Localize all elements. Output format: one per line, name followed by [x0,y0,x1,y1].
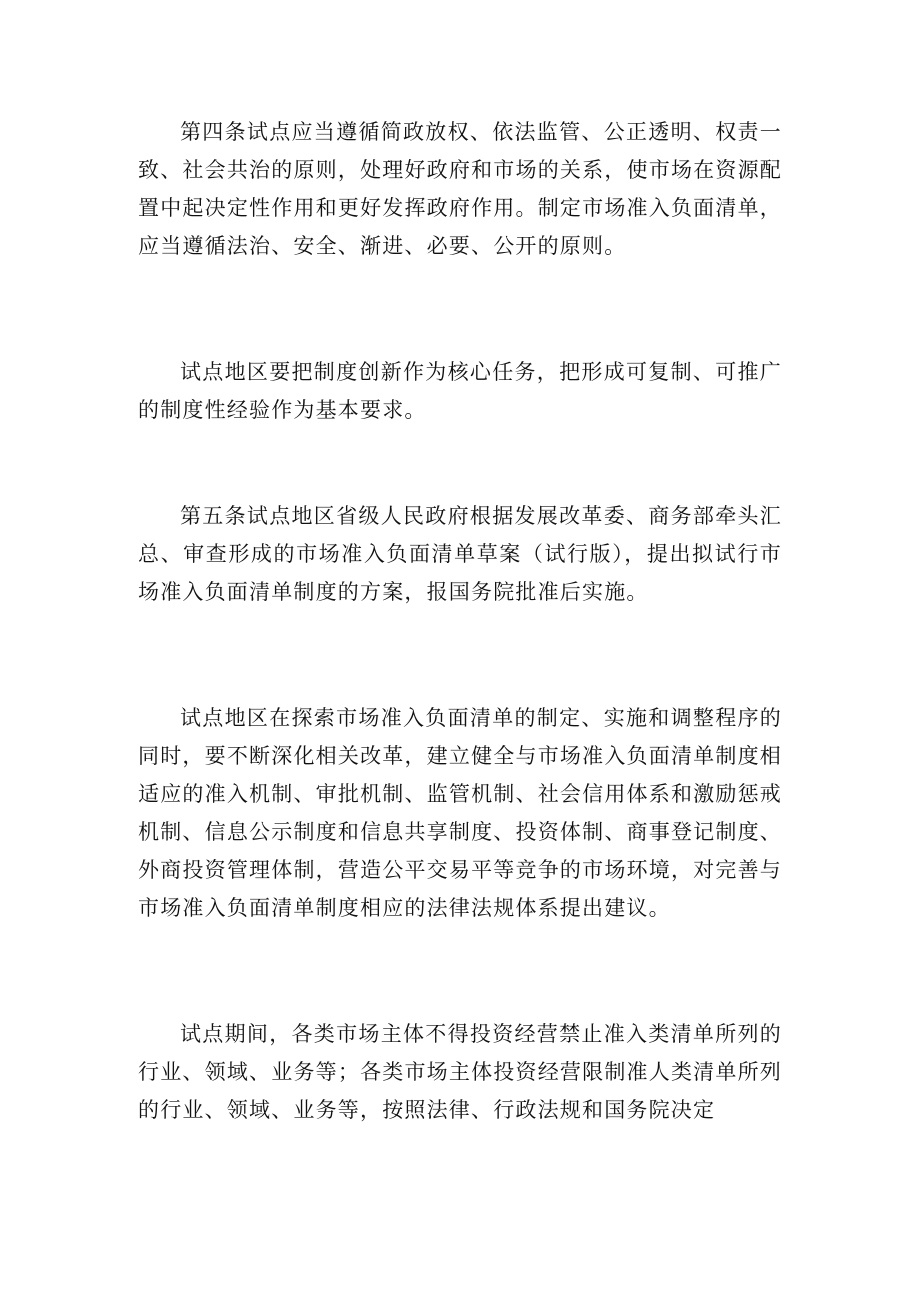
paragraph-pilot-period: 试点期间，各类市场主体不得投资经营禁止准入类清单所列的行业、领域、业务等；各类市场主体投资经营限制准人类清单所列的行业、领域、业务等，按照法律、行政法规和国务院决定 [138,1022,782,1122]
paragraph-deepen-reform: 试点地区在探索市场准入负面清单的制定、实施和调整程序的同时，要不断深化相关改革，建立健全与市场准入负面清单制度相适应的准入机制、审批机制、监管机制、社会信用体系和激励惩戒机制、信息公示制度和信息共享制度、投资体制、商事登记制度、外商投资管理体制，营造公平交易平等竞争的市场环境，对完善与市场准入负面清单制度相应的法律法规体系提出建议。 [138,706,782,920]
paragraph-article-4: 第四条试点应当遵循简政放权、依法监管、公正透明、权责一致、社会共治的原则，处理好政府和市场的关系，使市场在资源配置中起决定性作用和更好发挥政府作用。制定市场准入负面清单，应当遵循法治、安全、渐进、必要、公开的原则。 [138,120,782,258]
paragraph-institutional-innovation: 试点地区要把制度创新作为核心任务，把形成可复制、可推广的制度性经验作为基本要求。 [138,360,782,422]
paragraph-article-5: 第五条试点地区省级人民政府根据发展改革委、商务部牵头汇总、审查形成的市场准入负面清单草案（试行版），提出拟试行市场准入负面清单制度的方案，报国务院批准后实施。 [138,504,782,604]
